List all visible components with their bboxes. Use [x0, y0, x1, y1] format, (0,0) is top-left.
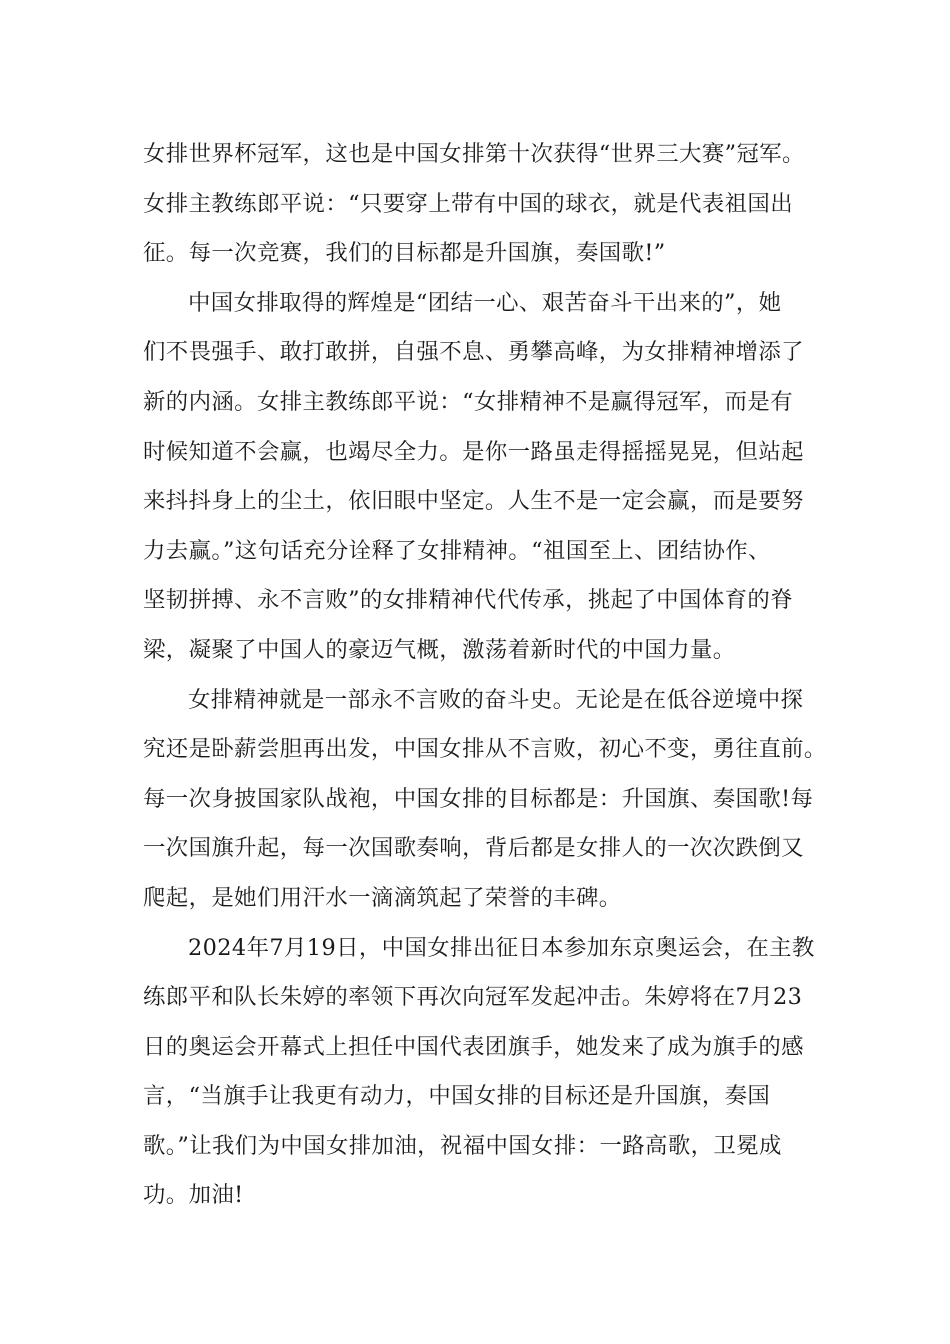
text-line: 新的内涵。女排主教练郎平说：“女排精神不是赢得冠军，而是有 [143, 388, 793, 415]
text-line: 言，“当旗手让我更有动力，中国女排的目标还是升国旗，奏国 [143, 1083, 771, 1110]
text-line: 中国女排取得的辉煌是“团结一心、艰苦奋斗干出来的”，她 [188, 289, 782, 316]
text-line: 2024年7月19日，中国女排出征日本参加东京奥运会，在主教 [188, 934, 815, 961]
paragraph-3 [143, 676, 827, 924]
text-line: 每一次身披国家队战袍，中国女排的目标都是：升国旗、奏国歌!每 [143, 785, 814, 812]
text-line: 来抖抖身上的尘土，依旧眼中坚定。人生不是一定会赢，而是要努 [143, 488, 804, 515]
text-line: 力去赢。”这句话充分诠释了女排精神。“祖国至上、团结协作、 [143, 537, 771, 564]
text-line: 练郎平和队长朱婷的率领下再次向冠军发起冲击。朱婷将在7月23 [143, 984, 803, 1011]
text-line: 女排主教练郎平说：“只要穿上带有中国的球衣，就是代表祖国出 [143, 190, 793, 217]
text-line: 爬起，是她们用汗水一滴滴筑起了荣誉的丰碑。 [143, 884, 622, 911]
text-line: 功。加油! [143, 1182, 244, 1209]
text-line: 梁，凝聚了中国人的豪迈气概，激荡着新时代的中国力量。 [143, 636, 736, 663]
body-text [143, 130, 827, 1221]
paragraph-2 [143, 279, 823, 676]
paragraph-4 [143, 924, 823, 1222]
text-line: 坚韧拼搏、永不言败”的女排精神代代传承，挑起了中国体育的脊 [143, 587, 793, 614]
text-line: 一次国旗升起，每一次国歌奏响，背后都是女排人的一次次跌倒又 [143, 835, 804, 862]
text-line: 女排精神就是一部永不言败的奋斗史。无论是在低谷逆境中探 [188, 686, 804, 713]
text-line: 歌。”让我们为中国女排加油，祝福中国女排：一路高歌，卫冕成 [143, 1132, 782, 1159]
text-line: 究还是卧薪尝胆再出发，中国女排从不言败，初心不变，勇往直前。 [143, 736, 827, 763]
text-line: 日的奥运会开幕式上担任中国代表团旗手，她发来了成为旗手的感 [143, 1033, 804, 1060]
text-line: 们不畏强手、敢打敢拼，自强不息、勇攀高峰，为女排精神增添了 [143, 339, 804, 366]
paragraph-1 [143, 130, 823, 279]
text-line: 征。每一次竞赛，我们的目标都是升国旗，奏国歌!” [143, 240, 666, 267]
text-line: 时候知道不会赢，也竭尽全力。是你一路虽走得摇摇晃晃，但站起 [143, 438, 804, 465]
text-line: 女排世界杯冠军，这也是中国女排第十次获得“世界三大赛”冠军。 [143, 141, 805, 167]
